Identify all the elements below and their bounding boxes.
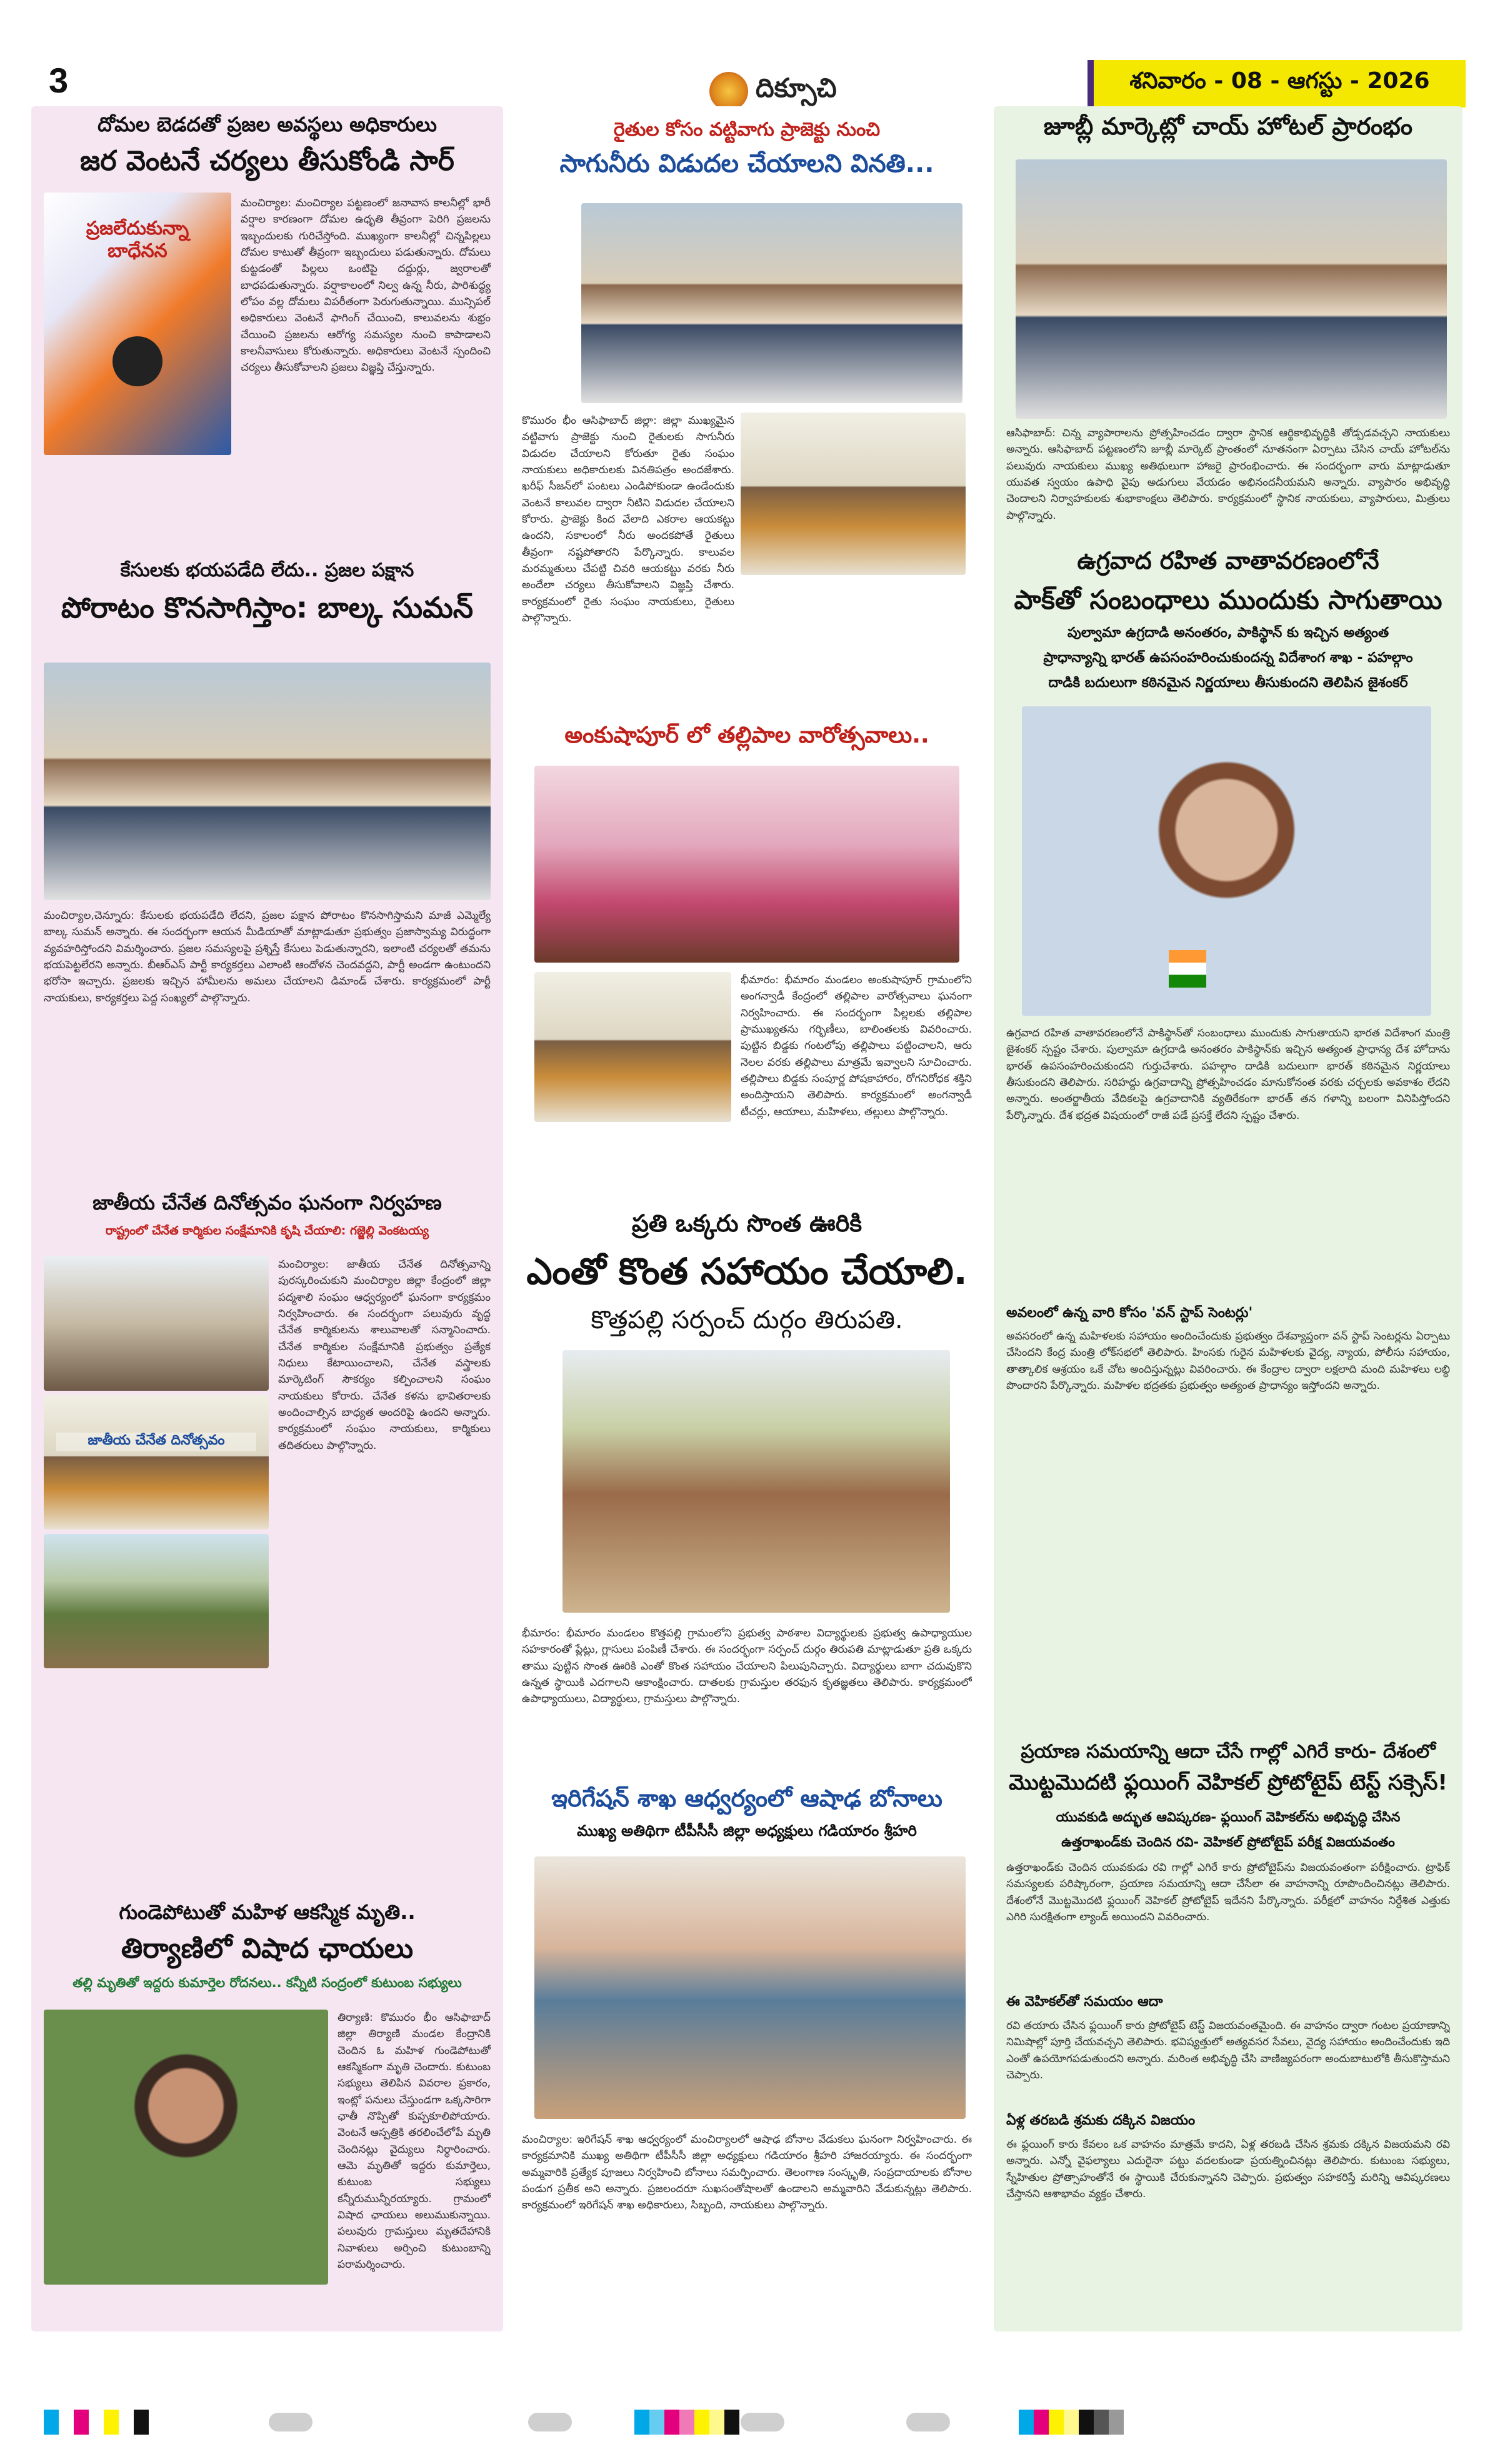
kothapalli-students-photo bbox=[562, 1350, 950, 1613]
article-breastfeeding-headline: అంకుషాపూర్ లో తల్లిపాల వారోత్సవాలు.. bbox=[564, 723, 929, 748]
article-kothapalli-headline: ఎంతో కొంత సహాయం చేయాలి. bbox=[526, 1250, 968, 1293]
date-band bbox=[1088, 60, 1466, 108]
article-breastfeeding-body: భీమారం: భీమారం మండలం అంకుషాపూర్ గ్రామంలోని అంగన్వాడీ కేంద్రంలో తల్లిపాల వారోత్సవాలు ఘనంగా నిర్వహించారు. ఈ సందర్భంగా పిల్లలకు తల్లిపాల ప్రాముఖ్యతను గర్భిణీలు, బాలింతలకు వివరించారు. పుట్టిన బిడ్డకు గంటలోపు తల్లిపాలు పట్టించాలని, ఆరు నెలల వరకు తల్లిపాలు మాత్రమే ఇవ్వాలని సూచించారు. తల్లిపాలు బిడ్డకు సంపూర్ణ పోషకాహారం, రోగనిరోధక శక్తిని అందిస్తాయని తెలిపారు. కార్యక్రమంలో అంగన్వాడీ టీచర్లు, ఆయాలు, మహిళలు, తల్లులు పాల్గొన్నారు. bbox=[741, 974, 972, 1118]
suman-press-photo bbox=[44, 663, 491, 900]
poster-caption: ప్రజలేదుకున్నా బాధేనన bbox=[86, 218, 189, 262]
article-pak-subhead-3: దాడికి బదులుగా కఠినమైన నిర్ణయాలు తీసుకుందని తెలిపిన జైశంకర్ bbox=[1048, 675, 1408, 691]
article-bonalu-body: మంచిర్యాల: ఇరిగేషన్ శాఖ ఆధ్వర్యంలో మంచిర్యాలలో ఆషాఢ బోనాల వేడుకలు ఘనంగా నిర్వహించారు. ఈ కార్యక్రమానికి ముఖ్య అతిథిగా టీపీసీసీ జిల్లా అధ్యక్షులు గడియారం శ్రీహరి హాజరయ్యారు. ఈ సందర్భంగా అమ్మవారికి ప్రత్యేక పూజలు నిర్వహించి బోనాలు సమర్పించారు. తెలంగాణ సంస్కృతి, సంప్రదాయాలకు బోనాల పండుగ ప్రతీక అని అన్నారు. ప్రజలందరూ సుఖసంతోషాలతో ఉండాలని అమ్మవారిని వేడుకున్నట్లు తెలిపారు. కార్యక్రమంలో ఇరిగేషన్ శాఖ అధికారులు, సిబ్బంది, నాయకులు పాల్గొన్నారు. bbox=[522, 2133, 972, 2212]
article-pak-subhead-2: ప్రాధాన్యాన్ని భారత్ ఉపసంహరించుకుందన్న విదేశాంగ శాఖ - పహల్గాం bbox=[1043, 650, 1413, 666]
article-suman-headline: పోరాటం కొనసాగిస్తాం: బాల్క సుమన్ bbox=[61, 591, 474, 624]
jaishankar-photo bbox=[1022, 706, 1431, 1016]
article-tiryani-subhead: తల్లి మృతితో ఇద్దరు కుమార్తెల రోదనలు.. కన్నీటి సంద్రంలో కుటుంబ సభ్యులు bbox=[72, 1975, 462, 1990]
flying-box-1-title: ఈ వెహికల్‌తో సమయం ఆదా bbox=[1006, 1994, 1163, 2010]
article-flying-body-1: ఉత్తరాఖండ్‌కు చెందిన యువకుడు రవి గాల్లో ఎగిరే కారు ప్రోటోటైప్‌ను విజయవంతంగా పరీక్షించారు. ట్రాఫిక్ సమస్యలకు పరిష్కారంగా, ప్రయాణ సమయాన్ని ఆదా చేసేలా ఈ వాహనాన్ని రూపొందించినట్లు తెలిపారు. దేశంలోనే మొట్టమొదటి ఫ్లయింగ్ వెహికల్ ప్రోటోటైప్ ఇదేనని పేర్కొన్నారు. పరీక్షలో వాహనం నిర్దేశిత ఎత్తుకు ఎగిరి సురక్షితంగా ల్యాండ్ అయిందని వివరించారు. bbox=[1006, 1861, 1450, 1924]
article-irrigation-headline: సాగునీరు విడుదల చేయాలని వినతి... bbox=[559, 149, 934, 178]
article-suman-kicker: కేసులకు భయపడేది లేదు.. ప్రజల పక్షాన bbox=[120, 559, 414, 581]
bonalu-photo bbox=[534, 1856, 966, 2119]
one-stop-centre-body: అవసరంలో ఉన్న మహిళలకు సహాయం అందించేందుకు ప్రభుత్వం దేశవ్యాప్తంగా వన్ స్టాప్ సెంటర్లను ఏర్పాటు చేసిందని కేంద్ర మంత్రి లోక్‌సభలో తెలిపారు. హింసకు గురైన మహిళలకు వైద్య, న్యాయ, పోలీసు సహాయం, తాత్కాలిక ఆశ్రయం ఒకే చోట అందిస్తున్నట్లు వివరించారు. ఈ కేంద్రాల ద్వారా లక్షలాది మంది మహిళలు లబ్ధి పొందారని పేర్కొన్నారు. మహిళల భద్రతకు ప్రభుత్వం అత్యంత ప్రాధాన్యం ఇస్తోందని అన్నారు. bbox=[1006, 1330, 1450, 1393]
handloom-photo-3 bbox=[44, 1534, 269, 1668]
color-registration-strip-center bbox=[634, 2410, 739, 2435]
article-handloom-body: మంచిర్యాల: జాతీయ చేనేత దినోత్సవాన్ని పురస్కరించుకుని మంచిర్యాల జిల్లా కేంద్రంలో జిల్లా పద్మశాలి సంఘం ఆధ్వర్యంలో ఘనంగా కార్యక్రమం నిర్వహించారు. ఈ సందర్భంగా పలువురు వృద్ధ చేనేత కార్మికులను శాలువాలతో సన్మానించారు. చేనేత కార్మికుల సంక్షేమానికి ప్రభుత్వం ప్రత్యేక నిధులు కేటాయించాలని, చేనేత వస్త్రాలకు మార్కెటింగ్ సౌకర్యం కల్పించాలని సంఘం నాయకులు కోరారు. చేనేత కళను భావితరాలకు అందించాల్సిన బాధ్యత అందరిపై ఉందని అన్నారు. కార్యక్రమంలో సంఘం నాయకులు, కార్మికులు తదితరులు పాల్గొన్నారు. bbox=[278, 1258, 491, 1452]
article-flying-kicker: ప్రయాణ సమయాన్ని ఆదా చేసే గాల్లో ఎగిరే కారు- దేశంలో bbox=[1021, 1741, 1436, 1763]
article-handloom-subhead: రాష్ట్రంలో చేనేత కార్మికుల సంక్షేమానికి కృషి చేయాలి: గజ్జెల్లి వెంకటయ్య bbox=[105, 1224, 429, 1238]
article-flying-body-3: ఈ ఫ్లయింగ్ కారు కేవలం ఒక వాహనం మాత్రమే కాదని, ఏళ్ల తరబడి చేసిన శ్రమకు దక్కిన విజయమని రవి అన్నారు. ఎన్నో వైఫల్యాలు ఎదురైనా పట్టు వదలకుండా ప్రయత్నించినట్లు తెలిపారు. కుటుంబ సభ్యులు, స్నేహితుల ప్రోత్సాహంతోనే ఈ స్థాయికి చేరుకున్నానని చెప్పారు. ప్రభుత్వం సహకరిస్తే మరిన్ని ఆవిష్కరణలు చేస్తానని ఆశాభావం వ్యక్తం చేశారు. bbox=[1006, 2138, 1450, 2201]
article-irrigation-body: కొమురం భీం ఆసిఫాబాద్ జిల్లా: జిల్లా ముఖ్యమైన వట్టివాగు ప్రాజెక్టు నుంచి రైతులకు సాగునీరు విడుదల చేయాలని కోరుతూ రైతు సంఘం నాయకులు అధికారులకు వినతిపత్రం అందజేశారు. ఖరీఫ్ సీజన్‌లో పంటలు ఎండిపోకుండా ఉండేందుకు వెంటనే కాలువల ద్వారా నీటిని విడుదల చేయాలని కోరారు. ప్రాజెక్టు కింద వేలాది ఎకరాల ఆయకట్టు ఉందని, సకాలంలో నీరు అందకపోతే రైతులు తీవ్రంగా నష్టపోతారని పేర్కొన్నారు. కాలువల మరమ్మతులు చేపట్టి చివరి ఆయకట్టు వరకు నీరు అందేలా చర్యలు తీసుకోవాలని విజ్ఞప్తి చేశారు. కార్యక్రమంలో రైతు సంఘం నాయకులు, రైతులు పాల్గొన్నారు. bbox=[522, 414, 734, 625]
breastfeeding-photo-2 bbox=[534, 972, 731, 1122]
article-chai-headline: జూబ్లీ మార్కెట్లో చాయ్ హోటల్ ప్రారంభం bbox=[1043, 113, 1413, 140]
mosquito-icon bbox=[112, 336, 162, 386]
article-mosquito-body: మంచిర్యాల: మంచిర్యాల పట్టణంలో జనావాస కాలనీల్లో భారీ వర్షాల కారణంగా దోమల ఉధృతి తీవ్రంగా పెరిగి ప్రజలను ఇబ్బందులకు గురిచేస్తోంది. ముఖ్యంగా కాలనీల్లో చిన్నపిల్లలు దోమల కాటుతో తీవ్రంగా ఇబ్బందులు పడుతున్నారు. దోమలు కుట్టడంతో పిల్లలు ఒంటిపై దద్దుర్లు, జ్వరాలతో బాధపడుతున్నారు. వర్షాకాలంలో నిల్వ ఉన్న నీరు, పారిశుద్ధ్య లోపం వల్ల దోమలు విపరీతంగా పెరుగుతున్నాయి. మున్సిపల్ అధికారులు వెంటనే ఫాగింగ్ చేయించి, కాలువలను శుభ్రం చేయించి ప్రజలను ఆరోగ్య సమస్యల నుంచి కాపాడాలని కాలనీవాసులు కోరుతున్నారు. అధికారులు వెంటనే స్పందించి చర్యలు తీసుకోవాలని ప్రజలు విజ్ఞప్తి చేస్తున్నారు. bbox=[241, 197, 491, 374]
article-tiryani-kicker: గుండెపోటుతో మహిళ ఆకస్మిక మృతి.. bbox=[119, 1900, 416, 1924]
one-stop-centre-box-title: అవలంలో ఉన్న వారి కోసం 'వన్ స్టాప్ సెంటర్లు' bbox=[1006, 1305, 1253, 1321]
article-irrigation-kicker: రైతుల కోసం వట్టివాగు ప్రాజెక్టు నుంచి bbox=[613, 119, 881, 141]
article-pak-body: ఉగ్రవాద రహిత వాతావరణంలోనే పాకిస్థాన్‌తో సంబంధాలు ముందుకు సాగుతాయని భారత విదేశాంగ మంత్రి జైశంకర్ స్పష్టం చేశారు. పుల్వామా ఉగ్రదాడి అనంతరం పాకిస్థాన్‌కు ఇచ్చిన అత్యంత ప్రాధాన్య దేశ హోదాను భారత్ ఉపసంహరించుకుందని గుర్తుచేశారు. పహల్గాం దాడికి బదులుగా భారత్ కఠినమైన నిర్ణయాలు తీసుకుందని తెలిపారు. సరిహద్దు ఉగ్రవాదాన్ని ప్రోత్సహించడం మానుకోనంత వరకు చర్చలకు అవకాశం లేదని అన్నారు. అంతర్జాతీయ వేదికలపై ఉగ్రవాదానికి వ్యతిరేకంగా భారత్ తన గళాన్ని బలంగా వినిపిస్తోందని పేర్కొన్నారు. దేశ భద్రత విషయంలో రాజీ పడే ప్రసక్తే లేదని స్పష్టం చేశారు. bbox=[1006, 1027, 1450, 1122]
india-flag-icon bbox=[1169, 950, 1206, 988]
article-bonalu-subhead: ముఖ్య అతిథిగా టీపీసీసీ జిల్లా అధ్యక్షులు గడియారం శ్రీహరి bbox=[577, 1822, 917, 1840]
registration-pill-3 bbox=[741, 2413, 784, 2431]
registration-pill-4 bbox=[906, 2413, 950, 2431]
flying-box-2-title: ఏళ్ల తరబడి శ్రమకు దక్కిన విజయం bbox=[1006, 2113, 1196, 2128]
logo-text: దిక్సూచి bbox=[756, 72, 837, 103]
article-handloom-headline: జాతీయ చేనేత దినోత్సవం ఘనంగా నిర్వహణ bbox=[92, 1191, 442, 1214]
handloom-banner-text: జాతీయ చేనేత దినోత్సవం bbox=[56, 1433, 256, 1451]
article-flying-subhead-2: ఉత్తరాఖండ్‌కు చెందిన రవి- వెహికల్ ప్రోటోటైప్ పరీక్ష విజయవంతం bbox=[1061, 1835, 1395, 1850]
article-pak-subhead-1: పుల్వామా ఉగ్రదాడి అనంతరం, పాకిస్థాన్ కు ఇచ్చిన అత్యంత bbox=[1067, 625, 1389, 641]
article-suman-body: మంచిర్యాల,చెన్నూరు: కేసులకు భయపడేది లేదని, ప్రజల పక్షాన పోరాటం కొనసాగిస్తామని మాజీ ఎమ్మెల్యే బాల్క సుమన్ అన్నారు. ఈ సందర్భంగా ఆయన మీడియాతో మాట్లాడుతూ ప్రభుత్వం ప్రజాస్వామ్య విరుద్ధంగా వ్యవహరిస్తోందని విమర్శించారు. ప్రజల సమస్యలపై ప్రశ్నిస్తే కేసులు పెడుతున్నారని, ఇలాంటి చర్యలతో తమను భయపెట్టలేరని అన్నారు. బీఆర్ఎస్ పార్టీ కార్యకర్తలు ఎలాంటి ఆందోళన చెందవద్దని, పార్టీ అండగా ఉంటుందని భరోసా ఇచ్చారు. ప్రజలకు ఇచ్చిన హామీలను అమలు చేయాలని డిమాండ్ చేశారు. కార్యక్రమంలో పార్టీ నాయకులు, కార్యకర్తలు పెద్ద సంఖ్యలో పాల్గొన్నారు. bbox=[44, 909, 491, 1004]
article-chai-body: ఆసిఫాబాద్: చిన్న వ్యాపారాలను ప్రోత్సహించడం ద్వారా స్థానిక ఆర్థికాభివృద్ధికి తోడ్పడవచ్చని నాయకులు అన్నారు. ఆసిఫాబాద్ పట్టణంలోని జూబ్లీ మార్కెట్ ప్రాంతంలో నూతనంగా ఏర్పాటు చేసిన చాయ్ హోటల్‌ను పలువురు నాయకులు ముఖ్య అతిథులుగా హాజరై ప్రారంభించారు. ఈ సందర్భంగా వారు మాట్లాడుతూ యువత స్వయం ఉపాధి వైపు అడుగులు వేయడం అభినందనీయమని అన్నారు. వ్యాపారం అభివృద్ధి చెందాలని నిర్వాహకులకు శుభాకాంక్షలు తెలిపారు. కార్యక్రమంలో స్థానిక నాయకులు, వ్యాపారులు, మిత్రులు పాల్గొన్నారు. bbox=[1006, 427, 1450, 522]
breastfeeding-photo-1 bbox=[534, 766, 959, 963]
page-number: 3 bbox=[49, 61, 69, 100]
article-bonalu-headline: ఇరిగేషన్ శాఖ ఆధ్వర్యంలో ఆషాఢ బోనాలు bbox=[551, 1785, 942, 1812]
registration-pill-2 bbox=[528, 2413, 572, 2431]
date-text: శనివారం - 08 - ఆగస్టు - 2026 bbox=[1129, 68, 1430, 94]
deceased-woman-photo bbox=[44, 2010, 328, 2285]
article-kothapalli-subhead: కొత్తపల్లి సర్పంచ్ దుర్గం తిరుపతి. bbox=[591, 1306, 903, 1335]
color-registration-strip-right bbox=[1019, 2410, 1124, 2435]
registration-pill-1 bbox=[269, 2413, 312, 2431]
article-pak-kicker: ఉగ్రవాద రహిత వాతావరణంలోనే bbox=[1077, 547, 1379, 574]
mosquito-poster-image bbox=[44, 193, 231, 455]
article-flying-headline: మొట్టమొదటి ఫ్లయింగ్ వెహికల్ ప్రోటోటైప్ టెస్ట్ సక్సెస్! bbox=[1009, 1770, 1448, 1795]
article-kothapalli-kicker: ప్రతి ఒక్కరు సొంత ఊరికి bbox=[631, 1209, 862, 1237]
chai-hotel-opening-photo bbox=[1016, 159, 1447, 419]
article-tiryani-headline: తిర్యాణిలో విషాద ఛాయలు bbox=[121, 1933, 414, 1965]
article-tiryani-body: తిర్యాణి: కొమురం భీం ఆసిఫాబాద్ జిల్లా తిర్యాణి మండల కేంద్రానికి చెందిన ఓ మహిళ గుండెపోటుతో ఆకస్మికంగా మృతి చెందారు. కుటుంబ సభ్యులు తెలిపిన వివరాల ప్రకారం, ఇంట్లో పనులు చేస్తుండగా ఒక్కసారిగా ఛాతీ నొప్పితో కుప్పకూలిపోయారు. వెంటనే ఆస్పత్రికి తరలించేలోపే మృతి చెందినట్లు వైద్యులు నిర్ధారించారు. ఆమె మృతితో ఇద్దరు కుమార్తెలు, కుటుంబ సభ్యులు కన్నీరుమున్నీరయ్యారు. గ్రామంలో విషాద ఛాయలు అలుముకున్నాయి. పలువురు గ్రామస్తులు మృతదేహానికి నివాళులు అర్పించి కుటుంబాన్ని పరామర్శించారు. bbox=[338, 2011, 491, 2271]
handloom-photo-2 bbox=[44, 1395, 269, 1530]
irrigation-petition-photo bbox=[581, 203, 962, 403]
article-flying-body-2: రవి తయారు చేసిన ఫ్లయింగ్ కారు ప్రోటోటైప్ టెస్ట్ విజయవంతమైంది. ఈ వాహనం ద్వారా గంటల ప్రయాణాన్ని నిమిషాల్లో పూర్తి చేయవచ్చని తెలిపారు. భవిష్యత్తులో అత్యవసర సేవలు, వైద్య సహాయం అందించేందుకు ఇది ఎంతో ఉపయోగపడుతుందని అన్నారు. మరింత అభివృద్ధి చేసి వాణిజ్యపరంగా అందుబాటులోకి తీసుకొస్తామని చెప్పారు. bbox=[1006, 2020, 1450, 2082]
handloom-photo-1 bbox=[44, 1256, 269, 1391]
color-registration-strip-left bbox=[44, 2410, 149, 2435]
irrigation-office-photo bbox=[741, 413, 966, 575]
article-kothapalli-body: భీమారం: భీమారం మండలం కొత్తపల్లి గ్రామంలోని ప్రభుత్వ పాఠశాల విద్యార్థులకు ప్రభుత్వ ఉపాధ్యాయుల సహకారంతో ప్లేట్లు, గ్లాసులు పంపిణీ చేశారు. ఈ సందర్భంగా సర్పంచ్ దుర్గం తిరుపతి మాట్లాడుతూ ప్రతి ఒక్కరు తాము పుట్టిన సొంత ఊరికి ఎంతో కొంత సహాయం చేయాలని పిలుపునిచ్చారు. విద్యార్థులు బాగా చదువుకొని ఉన్నత స్థాయికి ఎదగాలని ఆకాంక్షించారు. దాతలకు గ్రామస్తుల తరఫున కృతజ్ఞతలు తెలిపారు. కార్యక్రమంలో ఉపాధ్యాయులు, విద్యార్థులు, గ్రామస్తులు పాల్గొన్నారు. bbox=[522, 1627, 972, 1706]
article-flying-subhead-1: యువకుడి అద్భుత ఆవిష్కరణ- ఫ్లయింగ్ వెహికల్‌ను అభివృద్ధి చేసిన bbox=[1056, 1810, 1401, 1825]
compass-logo-icon bbox=[709, 72, 748, 111]
article-mosquito-headline-1: దోమల బెడదతో ప్రజల అవస్థలు అధికారులు bbox=[98, 113, 437, 136]
article-pak-headline: పాక్‌తో సంబంధాలు ముందుకు సాగుతాయి bbox=[1014, 584, 1442, 615]
article-mosquito-headline-2: జర వెంటనే చర్యలు తీసుకోండి సార్ bbox=[80, 145, 454, 177]
